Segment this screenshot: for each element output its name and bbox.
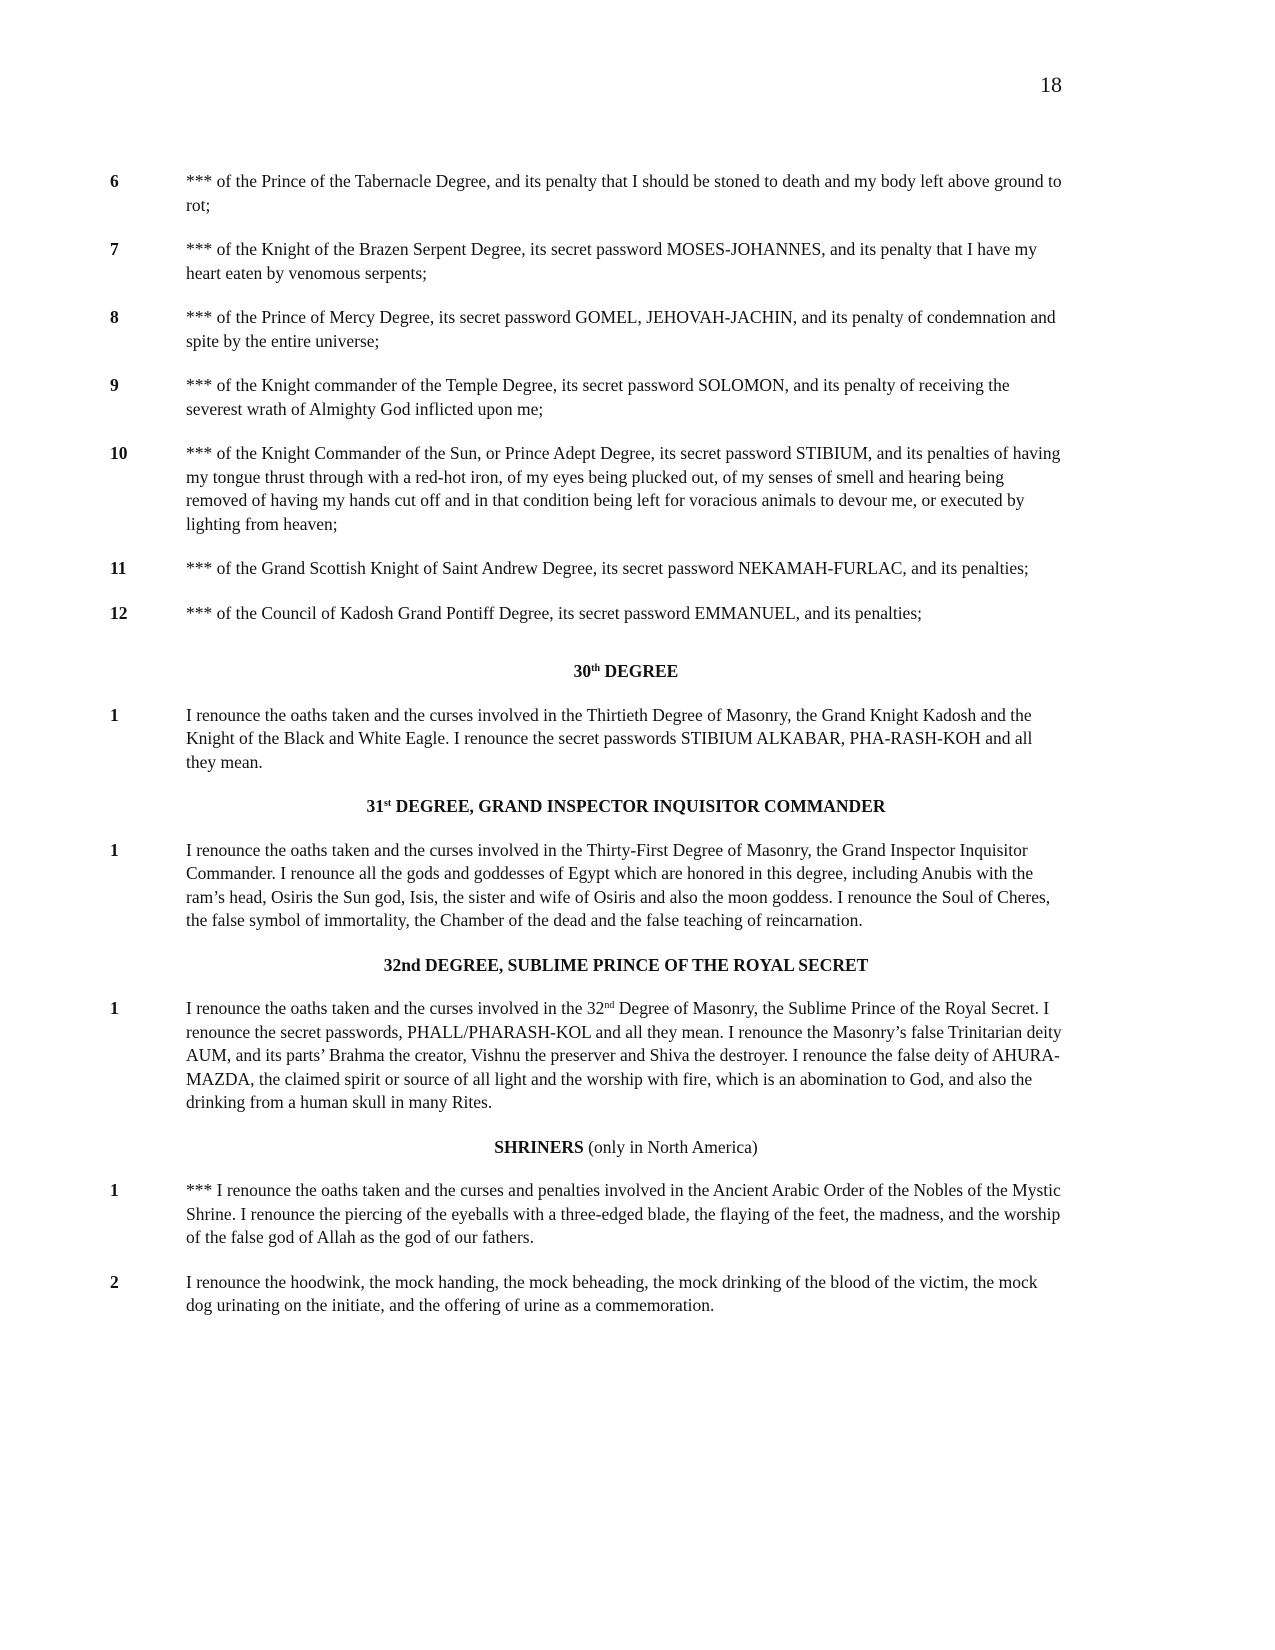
heading-title: DEGREE <box>600 661 679 681</box>
page-number: 18 <box>1040 72 1062 97</box>
item-number: 10 <box>110 443 128 463</box>
list-item <box>110 170 1110 217</box>
item-text: *** of the Prince of Mercy Degree, its secret password GOMEL, JEHOVAH-JACHIN, and its penalty of condemnation and spite by the entire universe; <box>186 307 1056 351</box>
section-heading-32nd-degree: 32nd DEGREE, SUBLIME PRINCE OF THE ROYAL SECRET <box>383 954 869 975</box>
section-heading-30th-degree <box>110 660 1066 684</box>
item-text: *** of the Knight Commander of the Sun, or Prince Adept Degree, its secret password STIBIUM, and its penalties of having my tongue thrust through with a red-hot iron, of my eyes being plucked out, of my senses of smell and hearing being removed of having my hands cut off and in that condition being left for voracious animals to devour me, or executed by lighting from heaven; <box>186 443 1061 534</box>
item-text: *** of the Grand Scottish Knight of Saint Andrew Degree, its secret password NEKAMAH-FURLAC, and its penalties; <box>186 558 1029 578</box>
item-number: 6 <box>110 171 119 191</box>
item-text-part: I renounce the oaths taken and the curses involved in the 32 <box>186 998 605 1018</box>
item-number: 1 <box>110 998 119 1018</box>
item-number: 9 <box>110 375 119 395</box>
heading-ordinal-suffix: th <box>591 663 601 674</box>
section-heading-31st-degree <box>110 795 1066 819</box>
heading-title: SHRINERS <box>494 1136 584 1157</box>
heading-title: DEGREE, GRAND INSPECTOR INQUISITOR COMMANDER <box>391 796 886 816</box>
item-text-part: Degree of Masonry, the Sublime Prince of the Royal Secret. I renounce the secret passwords, PHALL/PHARASH-KOL and all they mean. I renounce the Masonry’s false Trinitarian deity AUM, and its parts’ Brahma the creator, Vishnu the preserver and Shiva the destroyer. I renounce the false deity of AHURA-MAZDA, the claimed spirit or source of all light and the worship with fire, which is an abomination to God, and also the drinking from a human skull in many Rites. <box>186 998 1062 1112</box>
heading-note: (only in North America) <box>583 1136 758 1157</box>
list-item <box>110 557 1110 581</box>
list-item <box>110 704 1110 775</box>
item-number: 1 <box>110 839 119 860</box>
list-item <box>110 1179 1110 1250</box>
list-item <box>110 238 1110 285</box>
item-text: *** of the Council of Kadosh Grand Pontiff Degree, its secret password EMMANUEL, and its penalties; <box>186 602 922 623</box>
list-item <box>110 602 1110 626</box>
list-item <box>110 839 1110 933</box>
heading-number: 31 <box>366 796 384 816</box>
item-text: *** of the Knight of the Brazen Serpent Degree, its secret password MOSES-JOHANNES, and its penalty that I have my heart eaten by venomous serpents; <box>186 239 1037 283</box>
item-number: 11 <box>110 558 127 578</box>
heading-ordinal-suffix: st <box>383 798 392 809</box>
item-ordinal-suffix: nd <box>604 1000 615 1011</box>
item-text: I renounce the oaths taken and the curses involved in the Thirtieth Degree of Masonry, the Grand Knight Kadosh and the Knight of the Black and White Eagle. I renounce the secret passwords STIBIUM ALKABAR, PHA-RASH-KOH and all they mean. <box>186 704 1033 772</box>
item-text: I renounce the hoodwink, the mock handing, the mock beheading, the mock drinking of the blood of the victim, the mock dog urinating on the initiate, and the offering of urine as a commemoration. <box>186 1271 1038 1315</box>
document-body <box>110 170 1110 1339</box>
list-item <box>110 306 1110 353</box>
section-heading-shriners <box>110 1136 1066 1160</box>
list-item <box>110 442 1110 536</box>
item-text: *** of the Knight commander of the Temple Degree, its secret password SOLOMON, and its penalty of receiving the severest wrath of Almighty God inflicted upon me; <box>186 375 1010 419</box>
heading-number: 30 <box>573 661 592 681</box>
item-number: 8 <box>110 307 119 327</box>
item-number: 2 <box>110 1271 119 1292</box>
item-number: 7 <box>110 239 119 259</box>
item-text: *** of the Prince of the Tabernacle Degree, and its penalty that I should be stoned to death and my body left above ground to rot; <box>186 171 1062 215</box>
list-item <box>110 1271 1110 1318</box>
item-number: 1 <box>110 704 119 725</box>
item-text: I renounce the oaths taken and the curses involved in the Thirty-First Degree of Masonry, the Grand Inspector Inquisitor Commander. I renounce all the gods and goddesses of Egypt which are honored in this degree, including Anubis with the ram’s head, Osiris the Sun god, Isis, the sister and wife of Osiris and also the moon goddess. I renounce the Soul of Cheres, the false symbol of immortality, the Chamber of the dead and the false teaching of reincarnation. <box>186 839 1051 930</box>
list-item <box>110 997 1110 1115</box>
list-item <box>110 374 1110 421</box>
item-number: 1 <box>110 1180 119 1200</box>
item-number: 12 <box>110 602 128 623</box>
item-text <box>186 997 1066 1115</box>
item-text: *** I renounce the oaths taken and the curses and penalties involved in the Ancient Arabic Order of the Nobles of the Mystic Shrine. I renounce the piercing of the eyeballs with a three-edged blade, the flaying of the feet, the madness, and the worship of the false god of Allah as the god of our fathers. <box>186 1180 1061 1247</box>
